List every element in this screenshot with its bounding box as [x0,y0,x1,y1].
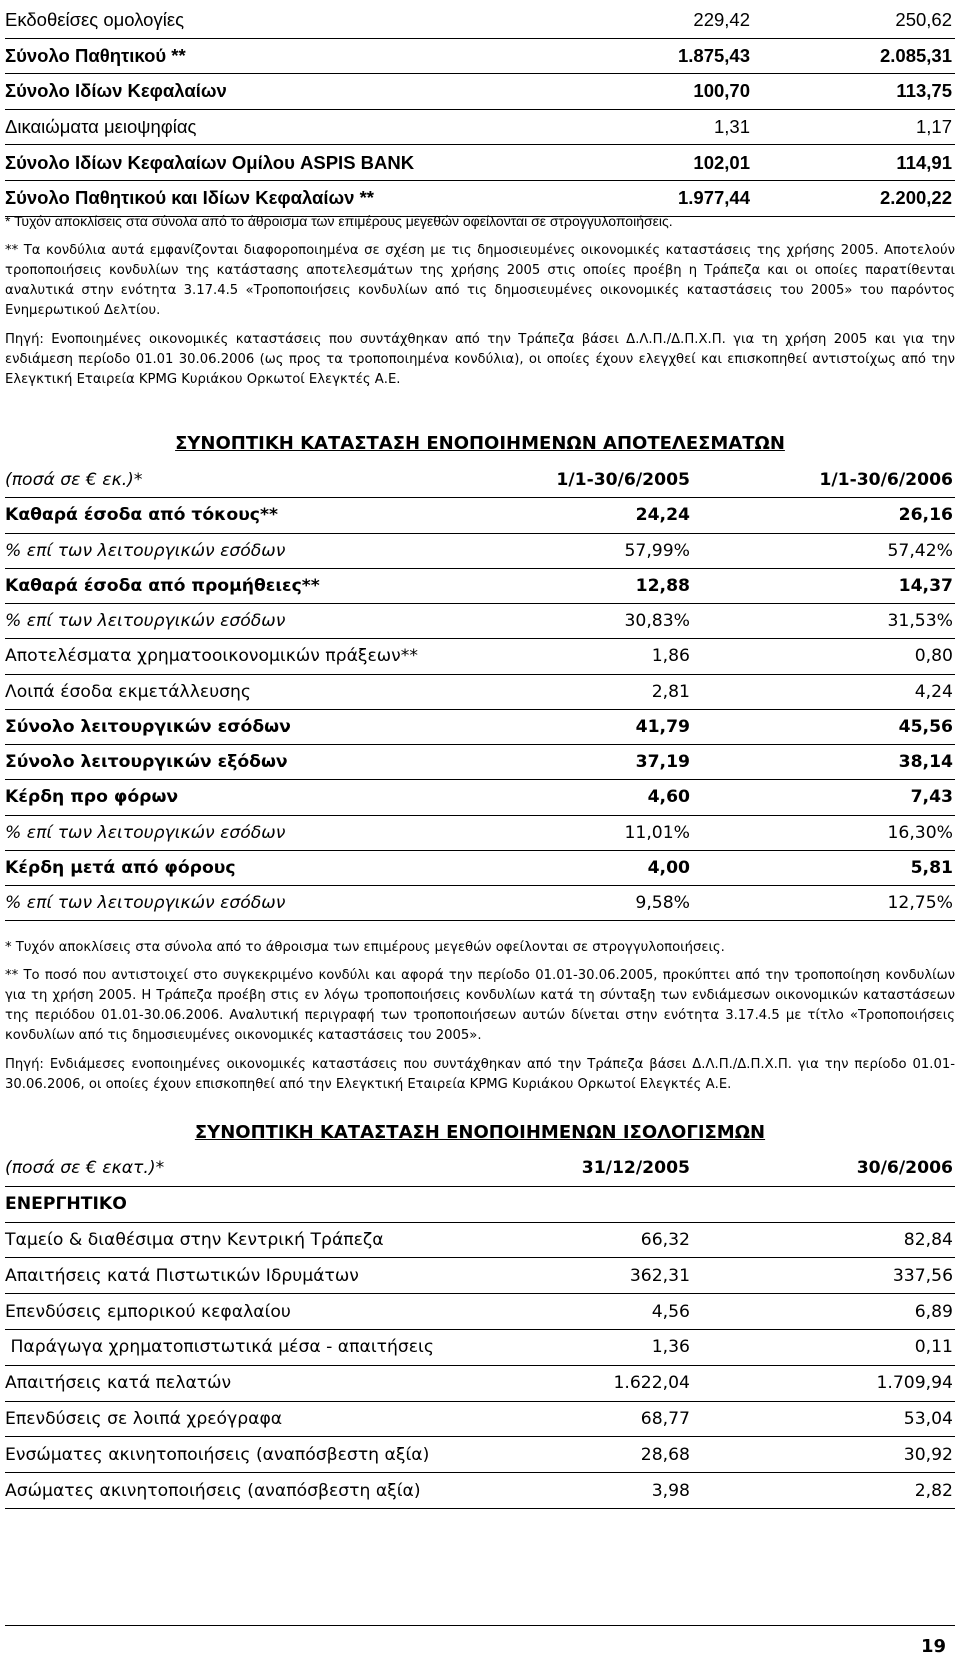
value-2006: 1.709,94 [695,1365,955,1401]
row-label: Δικαιώματα μειοψηφίας [5,109,575,145]
row-label: Παράγωγα χρηματοπιστωτικά μέσα - απαιτήσεις [5,1329,505,1365]
restated-note: ** Τα κονδύλια αυτά εμφανίζονται διαφοροποιημένα σε σχέση με τις δημοσιευμένες οικονομικές καταστάσεις της χρήσης 2005. Αποτελούν τροποποιήσεις κονδυλίων της κατάστασης αποτελεσμάτων της χρήσης 2005 στις οποίες προέβη η Τράπεζα και οι οποίες παρατίθενται αναλυτικά στην ενότητα 3.17.4.5 «Τροποποιήσεις κονδυλίων από τις δημοσιευμένες οικονομικές καταστάσεις του 2005» του παρόντος Ενημερωτικού Δελτίου. [5,243,955,318]
table-row [5,3,955,38]
value-2005: 1.622,04 [505,1365,695,1401]
value-2005: 12,88 [505,568,695,603]
table-row [5,850,955,885]
value-2005: 37,19 [505,745,695,780]
table-row [5,1329,955,1365]
value-2005: 1,86 [505,639,695,674]
value-2006: 82,84 [695,1222,955,1258]
value-2006: 0,80 [695,639,955,674]
table-row [5,1258,955,1294]
row-label: Ασώματες ακινητοποιήσεις (αναπόσβεστη αξία) [5,1473,505,1509]
page-number: 19 [920,1636,946,1657]
value-2006: 337,56 [695,1258,955,1294]
value-2005: 102,01 [575,145,788,181]
value-2006: 114,91 [788,145,955,181]
balance-table [5,1151,955,1509]
row-label: Σύνολο Ιδίων Κεφαλαίων Ομίλου ASPIS BANK [5,145,575,181]
balance-title: ΣΥΝΟΠΤΙΚΗ ΚΑΤΑΣΤΑΣΗ ΕΝΟΠΟΙΗΜΕΝΩΝ ΙΣΟΛΟΓΙΣΜΩΝ [194,1122,766,1143]
value-2005: 1,31 [575,109,788,145]
source-note: Πηγή: Ενδιάμεσες ενοποιημένες οικονομικές καταστάσεις που συντάχθηκαν από την Τράπεζα βάσει Δ.Λ.Π./Δ.Π.Χ.Π. για την περίοδο 01.01-30.06.2006, οι οποίες έχουν επισκοπηθεί από την Ελεγκτική Εταιρεία KPMG Κυριάκου Ορκωτοί Ελεγκτές Α.Ε. [5,1057,955,1092]
value-2005: 9,58% [505,886,695,921]
row-label: Σύνολο Παθητικού και Ιδίων Κεφαλαίων ** [5,180,575,216]
source-note: Πηγή: Ενοποιημένες οικονομικές καταστάσεις που συντάχθηκαν από την Τράπεζα βάσει Δ.Λ.Π./Δ.Π.Χ.Π. για τη χρήση 2005 και για την ενδιάμεση περίοδο 01.01 30.06.2006 (ως προς τα τροποποιημένα κονδύλια), οι οποίες έχουν ελεγχθεί και επισκοπηθεί αντιστοίχως από την Ελεγκτική Εταιρεία KPMG Κυριάκου Ορκωτοί Ελεγκτές Α.Ε. [5,332,955,387]
row-label: Απαιτήσεις κατά πελατών [5,1365,505,1401]
column-header-2006: 1/1-30/6/2006 [695,463,955,498]
table-row [5,1473,955,1509]
value-2006: 7,43 [695,780,955,815]
unit-label: (ποσά σε € εκ.)* [5,463,505,498]
value-2006: 12,75% [695,886,955,921]
value-2006: 14,37 [695,568,955,603]
row-label: % επί των λειτουργικών εσόδων [5,886,505,921]
row-label: Ταμείο & διαθέσιμα στην Κεντρική Τράπεζα [5,1222,505,1258]
value-2006: 6,89 [695,1294,955,1330]
value-2005: 68,77 [505,1401,695,1437]
column-header-2005: 1/1-30/6/2005 [505,463,695,498]
value-2006: 4,24 [695,674,955,709]
section-label: ΕΝΕΡΓΗΤΙΚΟ [5,1186,505,1222]
value-2006: 2.085,31 [788,38,955,74]
table-row [5,109,955,145]
table-row [5,568,955,603]
table-row [5,1222,955,1258]
unit-label: (ποσά σε € εκατ.)* [5,1151,505,1186]
section-row [5,1186,955,1222]
row-label: % επί των λειτουργικών εσόδων [5,604,505,639]
value-2006: 2,82 [695,1473,955,1509]
table-row [5,886,955,921]
table-row [5,1365,955,1401]
row-label: Σύνολο Ιδίων Κεφαλαίων [5,74,575,110]
row-label: % επί των λειτουργικών εσόδων [5,533,505,568]
results-table [5,463,955,921]
rounding-note: * Τυχόν αποκλίσεις στα σύνολα από το άθροισμα των επιμέρους μεγεθών οφείλονται σε στρογγυλοποιήσεις. [5,940,725,955]
value-2005: 4,00 [505,850,695,885]
table-row [5,639,955,674]
table-row [5,1437,955,1473]
row-label: Εκδοθείσες ομολογίες [5,3,575,38]
value-2006: 38,14 [695,745,955,780]
value-2006: 26,16 [695,498,955,533]
row-label: Καθαρά έσοδα από τόκους** [5,498,505,533]
table-row [5,745,955,780]
restated-note: ** Το ποσό που αντιστοιχεί στο συγκεκριμένο κονδύλι και αφορά την περίοδο 01.01-30.06.2005, προκύπτει από την τροποποίηση κονδυλίων για τη χρήση 2005. Η Τράπεζα προέβη στις εν λόγω τροποποιήσεις κονδυλίων κατά τη σύνταξη των ενδιάμεσων οικονομικών καταστάσεων της περιόδου 01.01-30.06.2006. Αναλυτική περιγραφή των τροποποιήσεων αυτών δίνεται στην ενότητα 3.17.4.5 με τίτλο «Τροποποιήσεις κονδυλίων από τις δημοσιευμένες οικονομικές καταστάσεις του 2005». [5,968,955,1043]
table-row [5,1401,955,1437]
table-row [5,533,955,568]
table-row [5,38,955,74]
rounding-note: * Τυχόν αποκλίσεις στα σύνολα από το άθροισμα των επιμέρους μεγεθών οφείλονται σε στρογγυλοποιήσεις. [5,213,673,229]
value-2006: 53,04 [695,1401,955,1437]
value-2005: 1.977,44 [575,180,788,216]
value-2006: 5,81 [695,850,955,885]
value-2005: 3,98 [505,1473,695,1509]
value-2005: 57,99% [505,533,695,568]
row-label: Επενδύσεις εμπορικού κεφαλαίου [5,1294,505,1330]
value-2006: 1,17 [788,109,955,145]
value-2006: 31,53% [695,604,955,639]
row-label: Κέρδη μετά από φόρους [5,850,505,885]
row-label: Καθαρά έσοδα από προμήθειες** [5,568,505,603]
value-2005: 1.875,43 [575,38,788,74]
column-header-2006: 30/6/2006 [695,1151,955,1186]
value-2006: 45,56 [695,709,955,744]
value-2005: 1,36 [505,1329,695,1365]
value-2006: 250,62 [788,3,955,38]
value-2005: 66,32 [505,1222,695,1258]
row-label: Σύνολο λειτουργικών εσόδων [5,709,505,744]
row-label: Επενδύσεις σε λοιπά χρεόγραφα [5,1401,505,1437]
liabilities-table [5,3,955,217]
table-row [5,498,955,533]
value-2006: 2.200,22 [788,180,955,216]
row-label: Σύνολο λειτουργικών εξόδων [5,745,505,780]
value-2005: 28,68 [505,1437,695,1473]
table-row [5,709,955,744]
row-label: % επί των λειτουργικών εσόδων [5,815,505,850]
table-row [5,780,955,815]
table-row [5,145,955,181]
table-row [5,1294,955,1330]
value-2005: 24,24 [505,498,695,533]
value-2005: 4,56 [505,1294,695,1330]
value-2005: 100,70 [575,74,788,110]
value-2006: 30,92 [695,1437,955,1473]
row-label: Απαιτήσεις κατά Πιστωτικών Ιδρυμάτων [5,1258,505,1294]
table-header-row [5,1151,955,1186]
row-label: Σύνολο Παθητικού ** [5,38,575,74]
value-2005: 229,42 [575,3,788,38]
value-2005: 41,79 [505,709,695,744]
table-row [5,604,955,639]
value-2005: 11,01% [505,815,695,850]
value-2005: 362,31 [505,1258,695,1294]
value-2006: 113,75 [788,74,955,110]
value-2005: 30,83% [505,604,695,639]
results-title: ΣΥΝΟΠΤΙΚΗ ΚΑΤΑΣΤΑΣΗ ΕΝΟΠΟΙΗΜΕΝΩΝ ΑΠΟΤΕΛΕΣΜΑΤΩΝ [175,433,785,454]
table-row [5,815,955,850]
value-2006: 16,30% [695,815,955,850]
row-label: Κέρδη προ φόρων [5,780,505,815]
row-label: Ενσώματες ακινητοποιήσεις (αναπόσβεστη αξία) [5,1437,505,1473]
value-2005: 2,81 [505,674,695,709]
column-header-2005: 31/12/2005 [505,1151,695,1186]
row-label: Λοιπά έσοδα εκμετάλλευσης [5,674,505,709]
value-2005: 4,60 [505,780,695,815]
table-header-row [5,463,955,498]
value-2006: 0,11 [695,1329,955,1365]
row-label: Αποτελέσματα χρηματοοικονομικών πράξεων** [5,639,505,674]
footer-divider [5,1625,955,1626]
table-row [5,674,955,709]
value-2006: 57,42% [695,533,955,568]
table-row [5,74,955,110]
